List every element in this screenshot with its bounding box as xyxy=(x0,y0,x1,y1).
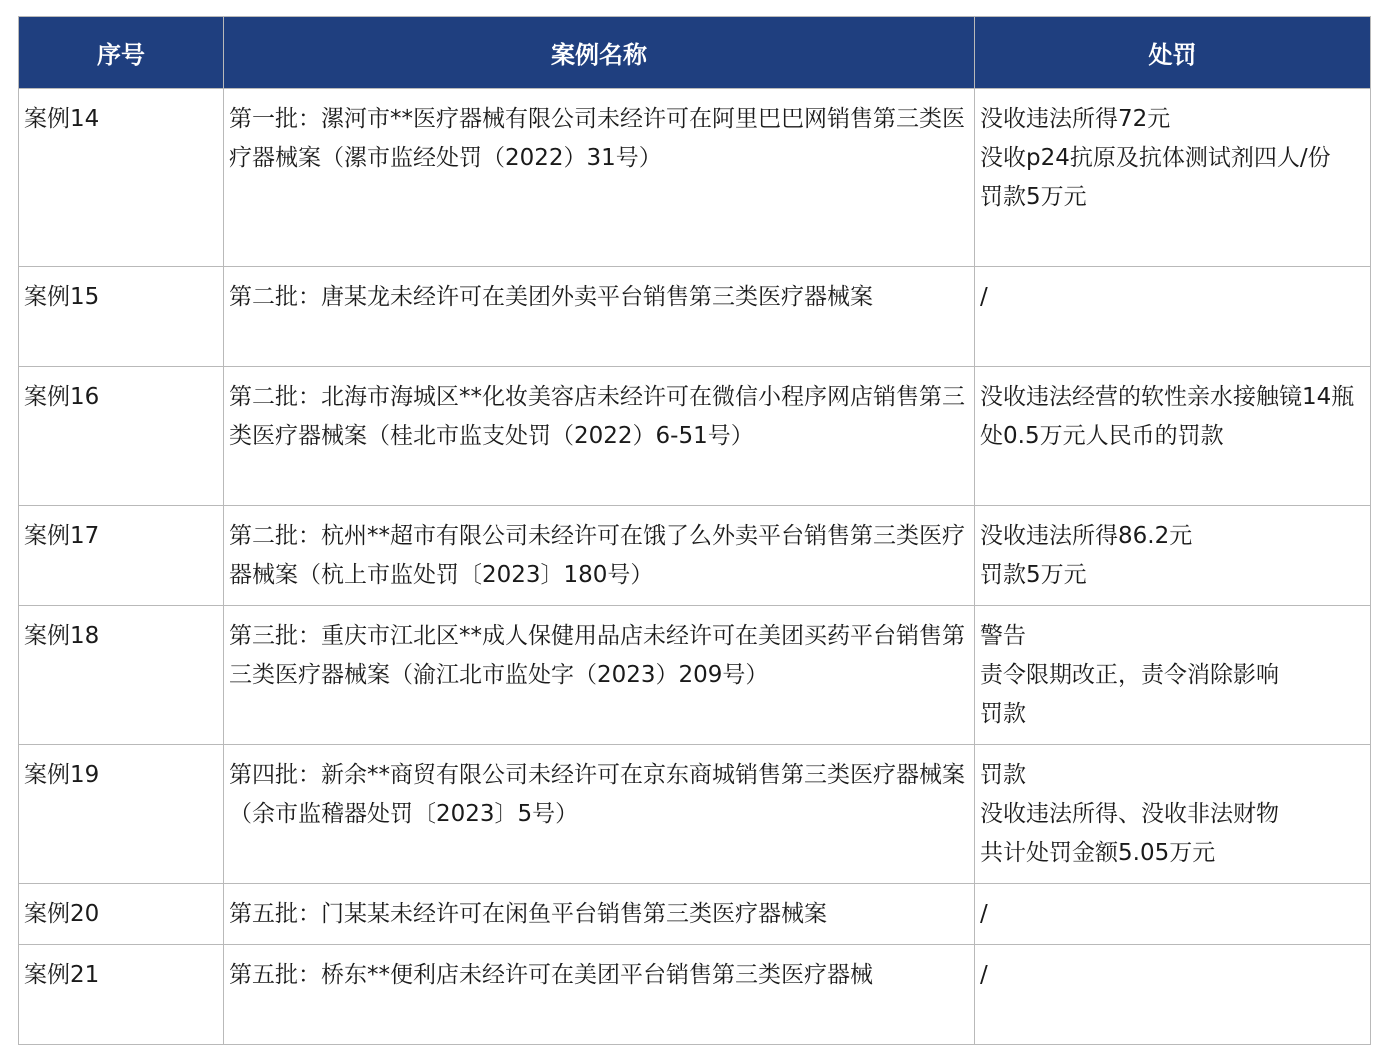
header-row xyxy=(19,17,1371,89)
case-name-cell: 第五批：门某某未经许可在闲鱼平台销售第三类医疗器械案 xyxy=(224,884,975,945)
case-id-cell: 案例15 xyxy=(19,267,224,367)
header-serial-number: 序号 xyxy=(19,17,224,89)
penalty-line: 罚款 xyxy=(980,701,1026,727)
case-name-cell: 第五批：桥东**便利店未经许可在美团平台销售第三类医疗器械 xyxy=(224,945,975,1045)
penalty-cell xyxy=(975,945,1371,1045)
table-header xyxy=(19,17,1371,89)
penalty-line: 罚款5万元 xyxy=(980,562,1087,588)
penalty-cell xyxy=(975,884,1371,945)
case-id-cell: 案例20 xyxy=(19,884,224,945)
case-name-cell: 第二批：杭州**超市有限公司未经许可在饿了么外卖平台销售第三类医疗器械案（杭上市监处罚〔2023〕180号） xyxy=(224,506,975,606)
header-penalty: 处罚 xyxy=(975,17,1371,89)
table-row xyxy=(19,89,1371,267)
penalty-cell xyxy=(975,89,1371,267)
case-name-cell: 第一批：漯河市**医疗器械有限公司未经许可在阿里巴巴网销售第三类医疗器械案（漯市监经处罚（2022）31号） xyxy=(224,89,975,267)
penalty-line: 没收违法所得、没收非法财物 xyxy=(980,801,1279,827)
penalty-cell xyxy=(975,745,1371,884)
case-id-cell: 案例17 xyxy=(19,506,224,606)
penalty-line: 处0.5万元人民币的罚款 xyxy=(980,423,1224,449)
case-name-cell: 第三批：重庆市江北区**成人保健用品店未经许可在美团买药平台销售第三类医疗器械案（渝江北市监处字（2023）209号） xyxy=(224,606,975,745)
case-id-cell: 案例18 xyxy=(19,606,224,745)
table-row xyxy=(19,267,1371,367)
case-name-cell: 第二批：唐某龙未经许可在美团外卖平台销售第三类医疗器械案 xyxy=(224,267,975,367)
case-id-cell: 案例16 xyxy=(19,367,224,506)
case-id-cell: 案例14 xyxy=(19,89,224,267)
penalty-line: 警告 xyxy=(980,623,1026,649)
penalty-cell xyxy=(975,267,1371,367)
table-row xyxy=(19,945,1371,1045)
table-row xyxy=(19,884,1371,945)
case-name-cell: 第四批：新余**商贸有限公司未经许可在京东商城销售第三类医疗器械案（余市监稽器处罚〔2023〕5号） xyxy=(224,745,975,884)
penalty-case-table xyxy=(18,16,1371,1045)
table-row xyxy=(19,506,1371,606)
case-name-cell: 第二批：北海市海城区**化妆美容店未经许可在微信小程序网店销售第三类医疗器械案（桂北市监支处罚（2022）6-51号） xyxy=(224,367,975,506)
table-row xyxy=(19,745,1371,884)
penalty-line: / xyxy=(980,962,988,988)
penalty-cell xyxy=(975,506,1371,606)
penalty-cell xyxy=(975,606,1371,745)
header-case-name: 案例名称 xyxy=(224,17,975,89)
penalty-cell xyxy=(975,367,1371,506)
table-body xyxy=(19,89,1371,1045)
penalty-line: 没收违法经营的软性亲水接触镜14瓶 xyxy=(980,384,1355,410)
penalty-line: 责令限期改正，责令消除影响 xyxy=(980,662,1279,688)
penalty-line: 没收违法所得86.2元 xyxy=(980,523,1193,549)
penalty-line: 没收违法所得72元 xyxy=(980,106,1171,132)
case-id-cell: 案例21 xyxy=(19,945,224,1045)
penalty-line: 没收p24抗原及抗体测试剂四人/份 xyxy=(980,145,1331,171)
penalty-line: 罚款 xyxy=(980,762,1026,788)
penalty-line: 罚款5万元 xyxy=(980,184,1087,210)
case-id-cell: 案例19 xyxy=(19,745,224,884)
table-row xyxy=(19,606,1371,745)
table-row xyxy=(19,367,1371,506)
penalty-line: / xyxy=(980,284,988,310)
penalty-line: 共计处罚金额5.05万元 xyxy=(980,840,1216,866)
penalty-line: / xyxy=(980,901,988,927)
